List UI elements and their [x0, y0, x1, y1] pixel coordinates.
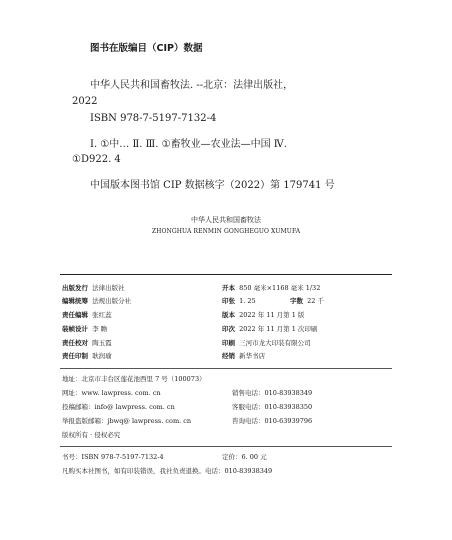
printer-value: 三河市龙大印装有限公司 [239, 339, 311, 347]
printing-label: 印次 [222, 325, 235, 333]
designer-row [62, 324, 107, 333]
editorial-row [62, 296, 131, 305]
designer-value: 李 瞻 [92, 325, 108, 333]
price: 定价：6. 00 元 [222, 453, 267, 461]
cip-line-2: 2022 [72, 96, 98, 107]
publisher-row [62, 283, 125, 292]
sheets-row [222, 296, 256, 305]
designer-label: 装帧设计 [62, 325, 88, 333]
editor-value: 张红蕊 [92, 311, 112, 319]
format-value: 850 毫米×1168 毫米 1/32 [239, 284, 321, 292]
words-label: 字数 [290, 297, 303, 305]
consult-phone: 咨询电话：010-63939796 [232, 417, 313, 425]
edition-label: 版本 [222, 311, 235, 319]
book-pinyin: ZHONGHUA RENMIN GONGHEGUO XUMUFA [151, 228, 301, 235]
book-title: 中华人民共和国畜牧法 [191, 216, 261, 224]
return-notice: 凡购买本社图书，如有印装错误，我社负责退换。电话：010-83938349 [62, 467, 273, 475]
words-row [290, 296, 324, 305]
print-manager-row [62, 351, 112, 360]
printing-value: 2022 年 11 月第 1 次印刷 [239, 325, 318, 333]
cip-classification-1: Ⅰ. ①中… Ⅱ. Ⅲ. ①畜牧业—农业法—中国 Ⅳ. [90, 139, 287, 150]
cip-number: 中国版本图书馆 CIP 数据核字（2022）第 179741 号 [90, 180, 335, 191]
print-manager-value: 耿润瑜 [92, 352, 112, 360]
editor-label: 责任编辑 [62, 311, 88, 319]
service-phone: 客服电话：010-83938350 [232, 403, 313, 411]
distributor-label: 经销 [222, 352, 235, 360]
footer-isbn: 书号：ISBN 978-7-5197-7132-4 [62, 453, 164, 461]
rights-notice: 版权所有 · 侵权必究 [62, 431, 121, 439]
middle-rule [60, 368, 392, 369]
edition-value: 2022 年 11 月第 1 版 [239, 311, 305, 319]
top-rule [60, 274, 392, 275]
words-value: 22 千 [307, 297, 324, 305]
printing-row [222, 324, 317, 333]
distributor-row [222, 351, 265, 360]
print-manager-label: 责任印制 [62, 352, 88, 360]
bottom-rule [60, 446, 392, 447]
cip-line-1: 中华人民共和国畜牧法. --北京：法律出版社， [90, 80, 294, 91]
publisher-value: 法律出版社 [92, 284, 125, 292]
proofreader-row [62, 338, 112, 347]
cip-classification-2: ①D922. 4 [72, 154, 121, 165]
proofreader-label: 责任校对 [62, 339, 88, 347]
address: 地址：北京市丰台区莲花池西里 7 号（100073） [62, 375, 206, 383]
editorial-value: 法规出版分社 [92, 297, 132, 305]
proofreader-value: 陶玉霞 [92, 339, 112, 347]
sheets-value: 1. 25 [239, 297, 256, 305]
submission-email: 投稿邮箱：info@ lawpress. com. cn [62, 403, 175, 411]
format-label: 开本 [222, 284, 235, 292]
editor-row [62, 310, 112, 319]
edition-row [222, 310, 304, 319]
cip-heading: 图书在版编目（CIP）数据 [90, 43, 203, 54]
cip-isbn: ISBN 978-7-5197-7132-4 [90, 113, 217, 124]
sheets-label: 印张 [222, 297, 235, 305]
editorial-label: 编辑统筹 [62, 297, 88, 305]
format-row [222, 283, 320, 292]
report-email: 举报盗版邮箱：jbwq@ lawpress. com. cn [62, 417, 192, 425]
publisher-label: 出版发行 [62, 284, 88, 292]
printer-label: 印刷 [222, 339, 235, 347]
sales-phone: 销售电话：010-83938349 [232, 389, 313, 397]
distributor-value: 新华书店 [239, 352, 266, 360]
printer-row [222, 338, 311, 347]
website: 网址：www. lawpress. com. cn [62, 389, 161, 397]
